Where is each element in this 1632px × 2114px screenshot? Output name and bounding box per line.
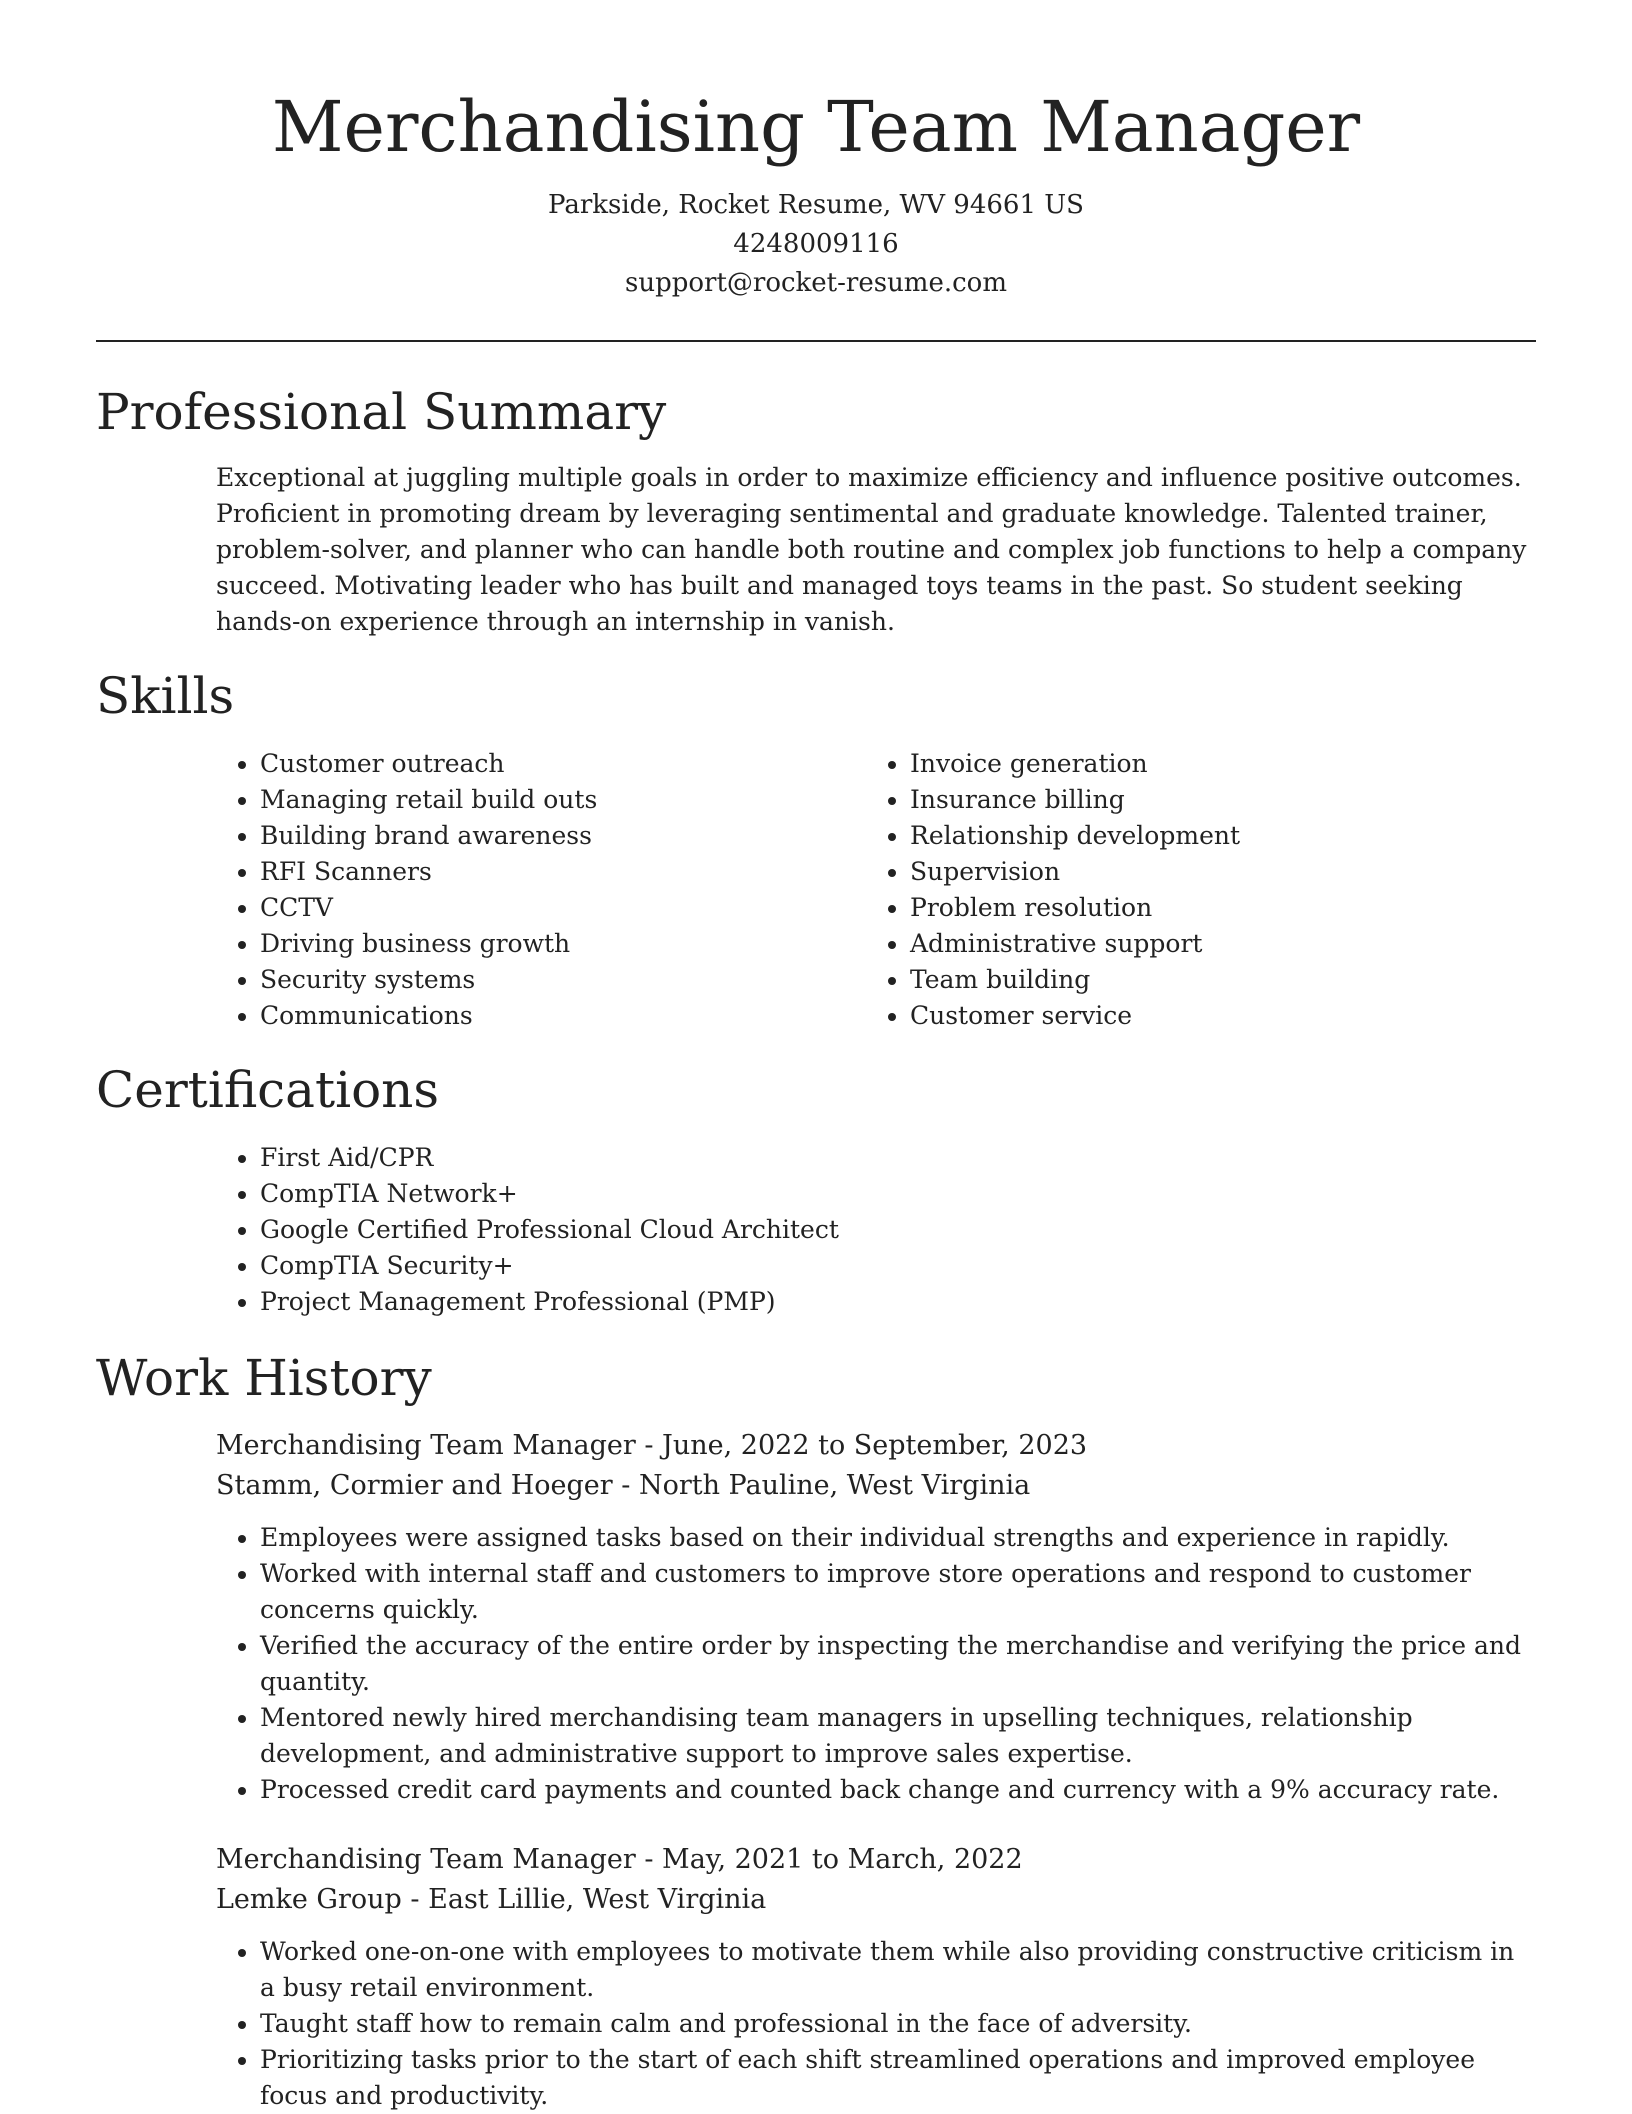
- skill-item: • Relationship development: [910, 818, 1536, 854]
- job-bullet: • Processed credit card payments and counted back change and currency with a 9% accuracy rate.: [260, 1772, 1536, 1808]
- skill-item: • Invoice generation: [910, 746, 1536, 782]
- skill-item: • Security systems: [260, 962, 816, 998]
- job-company: Stamm, Cormier and Hoeger: [216, 1470, 613, 1501]
- skill-item: • Team building: [910, 962, 1536, 998]
- job-bullet: • Worked one-on-one with employees to motivate them while also providing constructive criticism in a busy retail environment.: [260, 1934, 1536, 2006]
- job-role: Merchandising Team Manager: [216, 1844, 636, 1875]
- skill-item: • Building brand awareness: [260, 818, 816, 854]
- job-company-line: [216, 1466, 1536, 1506]
- job-dates: - May, 2021 to March, 2022: [635, 1844, 1023, 1875]
- candidate-name: Merchandising Team Manager: [271, 86, 1361, 168]
- job-company: Lemke Group: [216, 1884, 402, 1915]
- job-dates: - June, 2022 to September, 2023: [635, 1430, 1088, 1461]
- certification-item: • First Aid/CPR: [260, 1140, 1516, 1176]
- job-location: - East Lillie, West Virginia: [401, 1884, 767, 1915]
- skill-item: • Customer service: [910, 998, 1536, 1034]
- skill-item: • Problem resolution: [910, 890, 1536, 926]
- section-title-summary: Professional Summary: [96, 383, 667, 441]
- certifications-list: [216, 1140, 1516, 1320]
- job-bullet: • Verified the accuracy of the entire order by inspecting the merchandise and verifying the price and quantity.: [260, 1628, 1536, 1700]
- skill-item: • Customer outreach: [260, 746, 816, 782]
- job-bullet: • Employees were assigned tasks based on their individual strengths and experience in rapidly.: [260, 1520, 1536, 1556]
- skill-item: • Supervision: [910, 854, 1536, 890]
- certification-item: • Google Certified Professional Cloud Architect: [260, 1212, 1516, 1248]
- job-bullets: [216, 1934, 1536, 2114]
- job-entry-1: [216, 1426, 1536, 1808]
- skills-list-right: [866, 746, 1536, 1034]
- skills-right-column: [866, 746, 1536, 1034]
- certification-item: • CompTIA Security+: [260, 1248, 1516, 1284]
- certifications-block: [216, 1140, 1516, 1320]
- job-bullet: • Taught staff how to remain calm and professional in the face of adversity.: [260, 2006, 1536, 2042]
- job-location: - North Pauline, West Virginia: [612, 1470, 1031, 1501]
- section-title-certifications: Certifications: [96, 1061, 440, 1119]
- job-bullet: • Mentored newly hired merchandising team managers in upselling techniques, relationship development, and administrative support to improve sales expertise.: [260, 1700, 1536, 1772]
- skill-item: • Driving business growth: [260, 926, 816, 962]
- job-role: Merchandising Team Manager: [216, 1430, 636, 1461]
- skill-item: • Managing retail build outs: [260, 782, 816, 818]
- certification-item: • CompTIA Network+: [260, 1176, 1516, 1212]
- job-title-line: [216, 1426, 1536, 1466]
- job-title-line: [216, 1840, 1536, 1880]
- job-bullet: • Worked with internal staff and customers to improve store operations and respond to customer concerns quickly.: [260, 1556, 1536, 1628]
- contact-block: [0, 186, 1632, 303]
- header-divider: [96, 340, 1536, 342]
- section-title-skills: Skills: [96, 667, 235, 725]
- skills-left-column: [216, 746, 816, 1034]
- skill-item: • Communications: [260, 998, 816, 1034]
- phone: 4248009116: [733, 229, 899, 259]
- skill-item: • Insurance billing: [910, 782, 1536, 818]
- email: support@rocket-resume.com: [624, 268, 1007, 298]
- section-title-work-history: Work History: [96, 1349, 432, 1407]
- skill-item: • CCTV: [260, 890, 816, 926]
- resume-header: [0, 0, 1632, 303]
- summary-text: Exceptional at juggling multiple goals in order to maximize efficiency and influence positive outcomes. Proficient in promoting dream by leveraging sentimental and graduate knowledge. Talented trainer, problem-solver, and planner who can handle both routine and complex job functions to help a company succeed. Motivating leader who has built and managed toys teams in the past. So student seeking hands-on experience through an internship in vanish.: [216, 463, 1527, 636]
- job-bullet: • Prioritizing tasks prior to the start of each shift streamlined operations and improved employee focus and productivity.: [260, 2042, 1536, 2114]
- address: Parkside, Rocket Resume, WV 94661 US: [548, 190, 1084, 220]
- certification-item: • Project Management Professional (PMP): [260, 1284, 1516, 1320]
- job-entry-2: [216, 1840, 1536, 2114]
- skills-list-left: [216, 746, 816, 1034]
- skill-item: • Administrative support: [910, 926, 1536, 962]
- job-company-line: [216, 1880, 1536, 1920]
- skill-item: • RFI Scanners: [260, 854, 816, 890]
- job-bullets: [216, 1520, 1536, 1808]
